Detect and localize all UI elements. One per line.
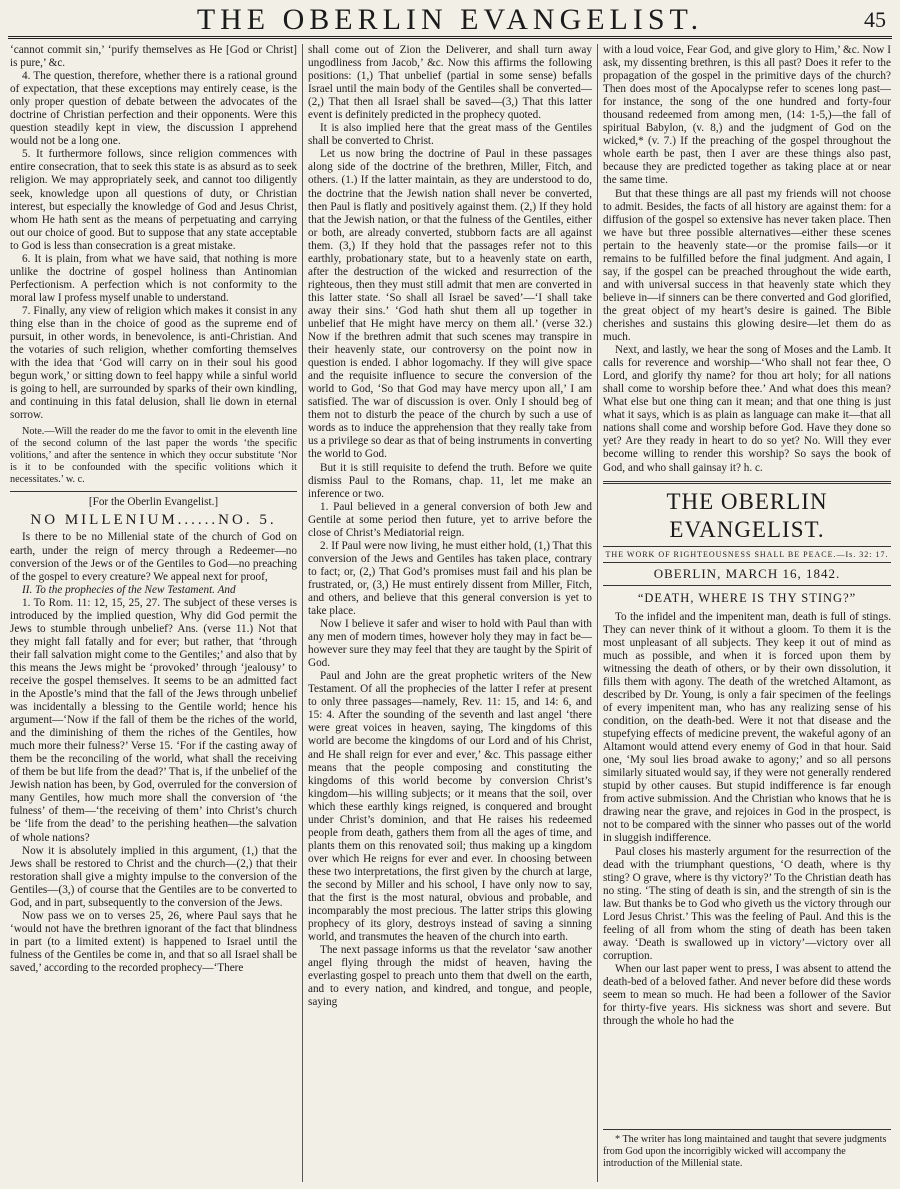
paragraph: Let us now bring the doctrine of Paul in these passages along side of the doctrine of the brethren, Miller, Fitch, and others. (1.) If the latter maintain, as they are understood to do, the doctrine that the Jewish nation shall never be converted, then Paul is flatly and positively against them. (2,) If they hold that the Jewish nation, or that the fulness of the Gentiles, either or both, are already converted, stubborn facts are all against them. (3,) If they hold that the passages refer not to this earthly, probationary state, but to a heavenly state on earth, after the destruction of the wicked and resurrection of the righteous, then they must still admit that men are converted in this latter state. ‘So shall all Israel be saved’—‘I shall take away their sins.’ ‘God hath shut them all up together in unbelief that He might have mercy on them all.’ (verse 32.) Now if the brethren admit that such scenes may transpire in their heavenly state, our controversy on the point now in question is ended. I abhor logomachy. If they will give space and the requisite influence to secure the conversion of the world to God, ‘So that God may have mercy upon all,’ I am satisfied. The war of discussion is over. Only I should beg of them not to disturb the peace of the church by such a use of words as to induce the apprehension that they really take from us a privilege so dear as that of being instruments in converting the world to God. [308, 148, 592, 461]
footnote-box [603, 1124, 891, 1170]
paragraph: 4. The question, therefore, whether there is a rational ground of expectation, that these exceptions may entirely cease, is the only proper question of debate between the advocates of the doctrine of Christian perfection and their opponents. Were this question steadily kept in view, the discussion I apprehend would not be a long one. [10, 70, 297, 148]
article-source: [For the Oberlin Evangelist.] [88, 496, 219, 509]
section-heading: II. To the prophecies of the New Testament. And [22, 583, 236, 596]
divider [10, 491, 297, 492]
paragraph: But it is still requisite to defend the truth. Before we quite dismiss Paul to the Romans, chap. 11, let me make an inference or two. [308, 461, 592, 500]
paragraph: But that these things are all past my friends will not choose to admit. Besides, the facts of all history are against them: for a diffusion of the gospel so extensive has never taken place. Then we have but three possible alternatives—either these scenes pertain to the heavenly state—or the promise fails—or it remains to be fulfilled before the final judgment. And again, I say, if the gospel can be preached throughout the wide earth, and with universal success in that heavenly state which they believe in—if sinners can be there converted and God glorified, the great object of my heart’s desire is gained. The Bible cherishes and sustains this glowing desire—let them do as much. [603, 187, 891, 344]
paragraph: To the infidel and the impenitent man, death is full of stings. They can never think of it without a gloom. To them it is the most unpleasant of all subjects. They keep it out of mind as much as possible, and when it is forced upon them by witnessing the death of others, or by their own dissolution, it fills them with agony. The death of the wretched Altamont, as described by Dr. Young, is only a fair specimen of the feelings of every impenitent man, who has any realizing sense of his condition, on the death-bed. Were it not that disease and the stupefying effects of medicine prevent, the wakeful agony of an Altamont would attend every enemy of God in that hour. Said one, ‘My soul lies broad awake to agony;’ and so all persons similarly situated would say, if they were not generally rendered stupid by other causes. But stupid indifference is far enough from active submission. And the Christian who knows that he is drawing near the grave, and rejoices in God in the prospect, is not to be compared with the sinner who passes out of the world in sluggish indifference. [603, 610, 891, 845]
paragraph: Now pass we on to verses 25, 26, where Paul says that he ‘would not have the brethren ignorant of the fact that blindness in part (to a limited extent) is happened to Israel until the fulness of the Gentiles be come in, and that so all Israel shall be saved,’ according to the recorded prophecy—‘There [10, 909, 297, 974]
column-rule-1 [302, 44, 303, 1182]
article-intro: Is there to be no Millenial state of the church of God on earth, under the reign of mercy through a Redeemer—no conversion of the Jews or of the Gentiles to God—no preaching of the gospel to every creature? We appeal next for proof, [10, 531, 297, 583]
divider [603, 1129, 891, 1130]
paragraph: 2. If Paul were now living, he must either hold, (1,) That this conversion of the Jews and Gentiles has taken place, contrary to fact; or, (2,) That God’s promises must fail and his plan be frustrated, or, (3,) He must entirely dissent from Miller, Fitch, and others, and believe that this general conversion is yet to take place. [308, 539, 592, 618]
page-number: 45 [864, 7, 886, 32]
editorial-note: Note.—Will the reader do me the favor to omit in the eleventh line of the second column of the last paper the words ‘the specific volitions,’ and after the sentence in which they occur substitute ‘Nor is it to be confounded with the specific volitions which it necessitates.’ w. c. [10, 426, 297, 486]
paragraph: Paul and John are the great prophetic writers of the New Testament. Of all the prophecies of the latter I refer at present to only three passages—namely, Rev. 11: 15, and 14: 6, and 15: 4. After the sounding of the seventh and last angel ‘there were great voices in heaven, saying, The kingdoms of this world are become the kingdoms of our Lord and of his Christ, and He shall reign for ever and ever,’ &c. This passage either means that the people composing and constituting the kingdoms of this world become by conversion Christ’s kingdom—his willing subjects; or it means that the soil, over which these earthly kings reigned, is conquered and brought under Christ’s dominion, and that He raises his redeemed people from death, gathers them from all the ages of time, and plants them on this renovated soil; thus making up a kingdom over which He reigns for ever and ever. In choosing between these two interpretations, the first given by the church at large, the second by Miller and his school, I have only now to say, that the first is the most natural, obvious and probable, and incomparably the most precious. The latter strips this glowing prophecy of its glory, destroys instead of saving a sinning world, and transmutes the heaven of the church into earth. [308, 670, 592, 944]
paragraph: Paul closes his masterly argument for the resurrection of the dead with the triumphant questions, ‘O death, where is thy sting? O grave, where is thy victory?’ To the Christian death has no sting. ‘The sting of death is sin, and the strength of sin is the law. But thanks be to God who giveth us the victory through our Lord Jesus Christ.’ This was the feeling of Paul. And this is the feeling of all from whom the sting of death has been taken away. ‘Death is swallowed up in victory’—victory over all corruption. [603, 845, 891, 962]
divider [603, 481, 891, 484]
paragraph: It is also implied here that the great mass of the Gentiles shall be converted to Christ. [308, 122, 592, 148]
paragraph: 1. Paul believed in a general conversion of both Jew and Gentile at some period then future, yet to arrive before the close of Christ’s Mediatorial reign. [308, 500, 592, 539]
paragraph: ‘cannot commit sin,’ ‘purify themselves as He [God or Christ] is pure,’ &c. [10, 44, 297, 70]
editorial-title: “DEATH, WHERE IS THY STING?” [637, 590, 857, 605]
paragraph: When our last paper went to press, I was absent to attend the death-bed of a beloved father. And never before did these words seem to mean so much. He had been a follower of the Savior for thirty-five years. His sickness was short and severe. But through the whole ho had the [603, 962, 891, 1028]
dateline: OBERLIN, MARCH 16, 1842. [653, 565, 841, 581]
newspaper-title: THE OBERLIN EVANGELIST. [196, 3, 704, 36]
paragraph: with a loud voice, Fear God, and give glory to Him,’ &c. Now I ask, my dissenting brethren, is this all past? Does it refer to the propagation of the gospel in the primitive days of the church? Then does most of the Apocalypse refer to scenes long past—for instance, the song of the one hundred and forty-four thousand redeemed from among men, (14: 1-5,)—the fall of spiritual Babylon, (v. 8,) and the judgment of God on the wicked,* (v. 7.) If the preaching of the gospel throughout the whole earth be past, then I aver are these things also past, because they are predicted together as taking place at or near the same time. [603, 44, 891, 187]
footnote: * The writer has long maintained and taught that severe judgments from God upon the incorrigibly wicked will accompany the introduction of the Millenial state. [603, 1134, 887, 1169]
article-title: NO MILLENIUM......NO. 5. [30, 512, 277, 529]
paragraph: 6. It is plain, from what we have said, that nothing is more unlike the doctrine of gospel holiness than Antinomian Perfectionism. A perfection which is not conformity to the moral law I profess myself unable to understand. [10, 252, 297, 304]
paragraph: 1. To Rom. 11: 12, 15, 25, 27. The subject of these verses is introduced by the implied question, Why did God permit the Jews to stumble through unbelief? Ans. (verse 11.) Not that they might fall fatally and for ever; but rather, that ‘through their fall salvation might come to the Gentiles;’ and also that by this means the Jews might be ‘provoked’ through ‘jealousy’ to receive the gospel themselves. It seems to be an admitted fact in the Apostle’s mind that the fall of the Jews through unbelief was incidentally a blessing to the Gentile world; hence his argument—‘Now if the fall of them be the riches of the world, and the diminishing of them the riches of the Gentiles, how much more their fulness?’ Verse 15. ‘For if the casting away of them be the reconciling of the world, what shall the receiving of them be but life from the dead?’ That is, if the unbelief of the Jewish nation has been, by God, overruled for the conversion of many Gentiles, how much more shall the conversion of ‘the fulness’ of them—‘the receiving of them’ into Christ’s church be ‘life from the dead’ to the perishing heathen—the salvation of whole nations? [10, 596, 297, 844]
paragraph: 5. It furthermore follows, since religion commences with entire consecration, that to seek this state is as absurd as to seek religion. We may appropriately seek, and cannot too diligently seek, knowledge upon all questions of duty, or Christian interest, but especially the knowledge of God and Jesus Christ, whom He hath sent as the means of perpetuating and carrying out our choice of good. But to suppose that any state acceptable to God is less than consecration is a great mistake. [10, 148, 297, 252]
column-rule-2 [597, 44, 598, 1182]
masthead [8, 4, 892, 39]
paper-name: THE OBERLIN EVANGELIST. [666, 488, 828, 542]
paragraph: Now it is absolutely implied in this argument, (1,) that the Jews shall be restored to Christ and the church—(2,) that their restoration shall give a mighty impulse to the conversion of the Gentiles—(3,) of course that the Gentiles are to be converted to God, and in part, subsequently to the conversion of the Jews. [10, 844, 297, 909]
paragraph: 7. Finally, any view of religion which makes it consist in any thing else than in the choice of good as the supreme end of pursuit, in other words, in benevolence, is anti-Christian. And the votaries of such religion, whether comforting themselves with the idea that ‘God will carry on in their soul his good begun work,’ or sitting down to feel happy while a sinful world is going to hell, are surrounded by sparks of their own kindling, and continuing in this fatal delusion, shall lie down in eternal sorrow. [10, 304, 297, 422]
paragraph: The next passage informs us that the revelator ‘saw another angel flying through the midst of heaven, having the everlasting gospel to preach unto them that dwell on the earth, and to every nation, and kindred, and tongue, and people, saying [308, 944, 592, 1009]
paragraph: Now I believe it safer and wiser to hold with Paul than with any men of modern times, however holy they may in fact be—however sure they may feel that they are taught by the Spirit of God. [308, 618, 592, 670]
column-3 [603, 44, 891, 1184]
column-2 [308, 44, 592, 1184]
paper-motto: THE WORK OF RIGHTEOUSNESS SHALL BE PEACE.—Is. 32: 17. [603, 546, 891, 563]
paragraph: shall come out of Zion the Deliverer, and shall turn away ungodliness from Jacob,’ &c. Now this affirms the following positions: (1,) That unbelief (partial in some sense) befalls Israel until the main body of the Gentiles shall be converted—(2,) That then all Israel shall be saved—(3,) That this latter event is definitely predicted in the prophecy quoted. [308, 44, 592, 122]
divider [603, 585, 891, 586]
column-1 [10, 44, 297, 1184]
paragraph: Next, and lastly, we hear the song of Moses and the Lamb. It calls for reverence and worship—‘Who shall not fear thee, O Lord, and glorify thy name? for thou art holy; for all nations shall come to worship before thee.’ And what does this mean? What else but one thing can it mean; and that one thing is just what it says, which is as plain as language can make it—that all nations shall come and worship before God. Have they done so yet? Are they ready in heart to do so yet? No. Will they ever become willing to render this worship? So says the book of God, and who shall gainsay it? h. c. [603, 344, 891, 474]
